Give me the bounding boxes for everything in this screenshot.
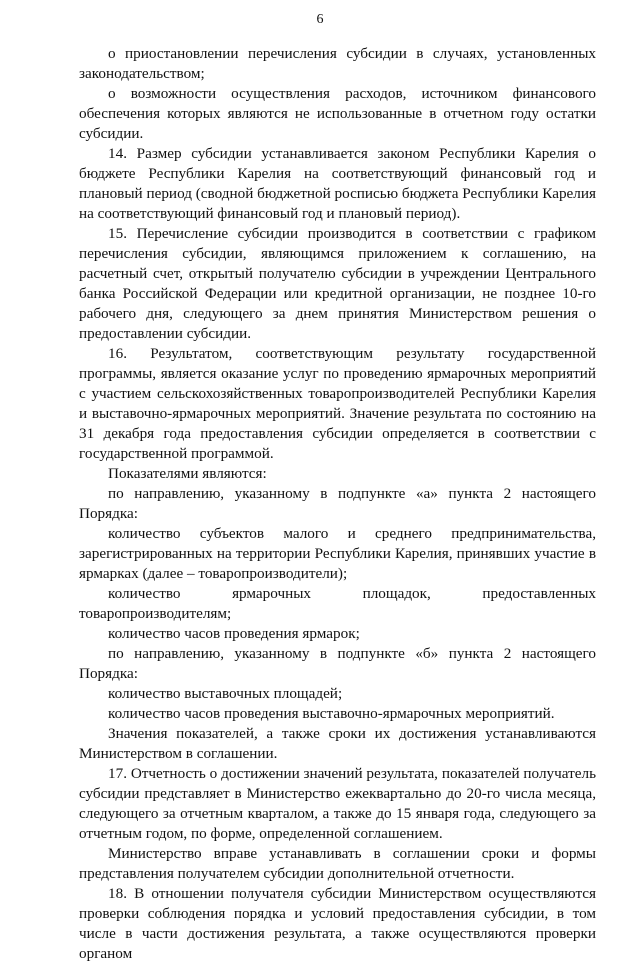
paragraph-additional-reporting: Министерство вправе устанавливать в соглашении сроки и формы представления получателем субсидии дополнительной отчетности.: [79, 845, 596, 882]
paragraph-indicator-entrepreneurs: количество субъектов малого и среднего предпринимательства, зарегистрированных на территории Республики Карелия, принявших участие в ярмарках (далее – товаропроизводители);: [79, 525, 596, 582]
paragraph-direction-b: по направлению, указанному в подпункте «б» пункта 2 настоящего Порядка:: [79, 645, 596, 682]
paragraph-direction-a: по направлению, указанному в подпункте «а» пункта 2 настоящего Порядка:: [79, 485, 596, 522]
paragraph-indicator-values: Значения показателей, а также сроки их достижения устанавливаются Министерством в соглашении.: [79, 725, 596, 762]
page-number: 6: [316, 12, 324, 27]
paragraph-14-subsidy-amount: 14. Размер субсидии устанавливается законом Республики Карелия о бюджете Республики Карелия на соответствующий финансовый год и плановый период (сводной бюджетной росписью бюджета Республики Карелия на соответствующий финансовый год и плановый период).: [79, 145, 596, 222]
paragraph-indicator-exhibition-areas: количество выставочных площадей;: [108, 685, 343, 702]
paragraph-16-result: 16. Результатом, соответствующим результату государственной программы, является оказание услуг по проведению ярмарочных мероприятий с участием сельскохозяйственных товаропроизводителей Республики Карелия и выставочно-ярмарочных мероприятий. Значение результата по состоянию на 31 декабря года предоставления субсидии определяется в соответствии с государственной программой.: [79, 345, 596, 462]
paragraph-18-inspections: 18. В отношении получателя субсидии Министерством осуществляются проверки соблюдения порядка и условий предоставления субсидии, в том числе в части достижения результата, а также осуществляются проверки органом: [79, 885, 596, 962]
document-body: [79, 44, 596, 964]
paragraph-unused-balance-clause: о возможности осуществления расходов, источником финансового обеспечения которых являются не использованные в отчетном году остатки субсидии.: [79, 85, 596, 142]
paragraph-indicator-exhibition-hours: количество часов проведения выставочно-ярмарочных мероприятий.: [108, 705, 555, 722]
paragraph-indicators-intro: Показателями являются:: [108, 465, 267, 482]
paragraph-17-reporting: 17. Отчетность о достижении значений результата, показателей получатель субсидии представляет в Министерство ежеквартально до 20-го числа месяца, следующего за отчетным кварталом, а также до 15 января года, следующего за отчетным годом, по форме, определенной соглашением.: [79, 765, 596, 842]
paragraph-suspension-clause: о приостановлении перечисления субсидии в случаях, установленных законодательством;: [79, 45, 596, 82]
paragraph-15-transfer: 15. Перечисление субсидии производится в соответствии с графиком перечисления субсидии, являющимся приложением к соглашению, на расчетный счет, открытый получателю субсидии в учреждении Центрального банка Российской Федерации или кредитной организации, не позднее 10-го рабочего дня, следующего за днем принятия Министерством решения о предоставлении субсидии.: [79, 225, 596, 342]
paragraph-indicator-fair-sites: количество ярмарочных площадок, предоставленных товаропроизводителям;: [79, 585, 596, 622]
paragraph-indicator-fair-hours: количество часов проведения ярмарок;: [108, 625, 360, 642]
